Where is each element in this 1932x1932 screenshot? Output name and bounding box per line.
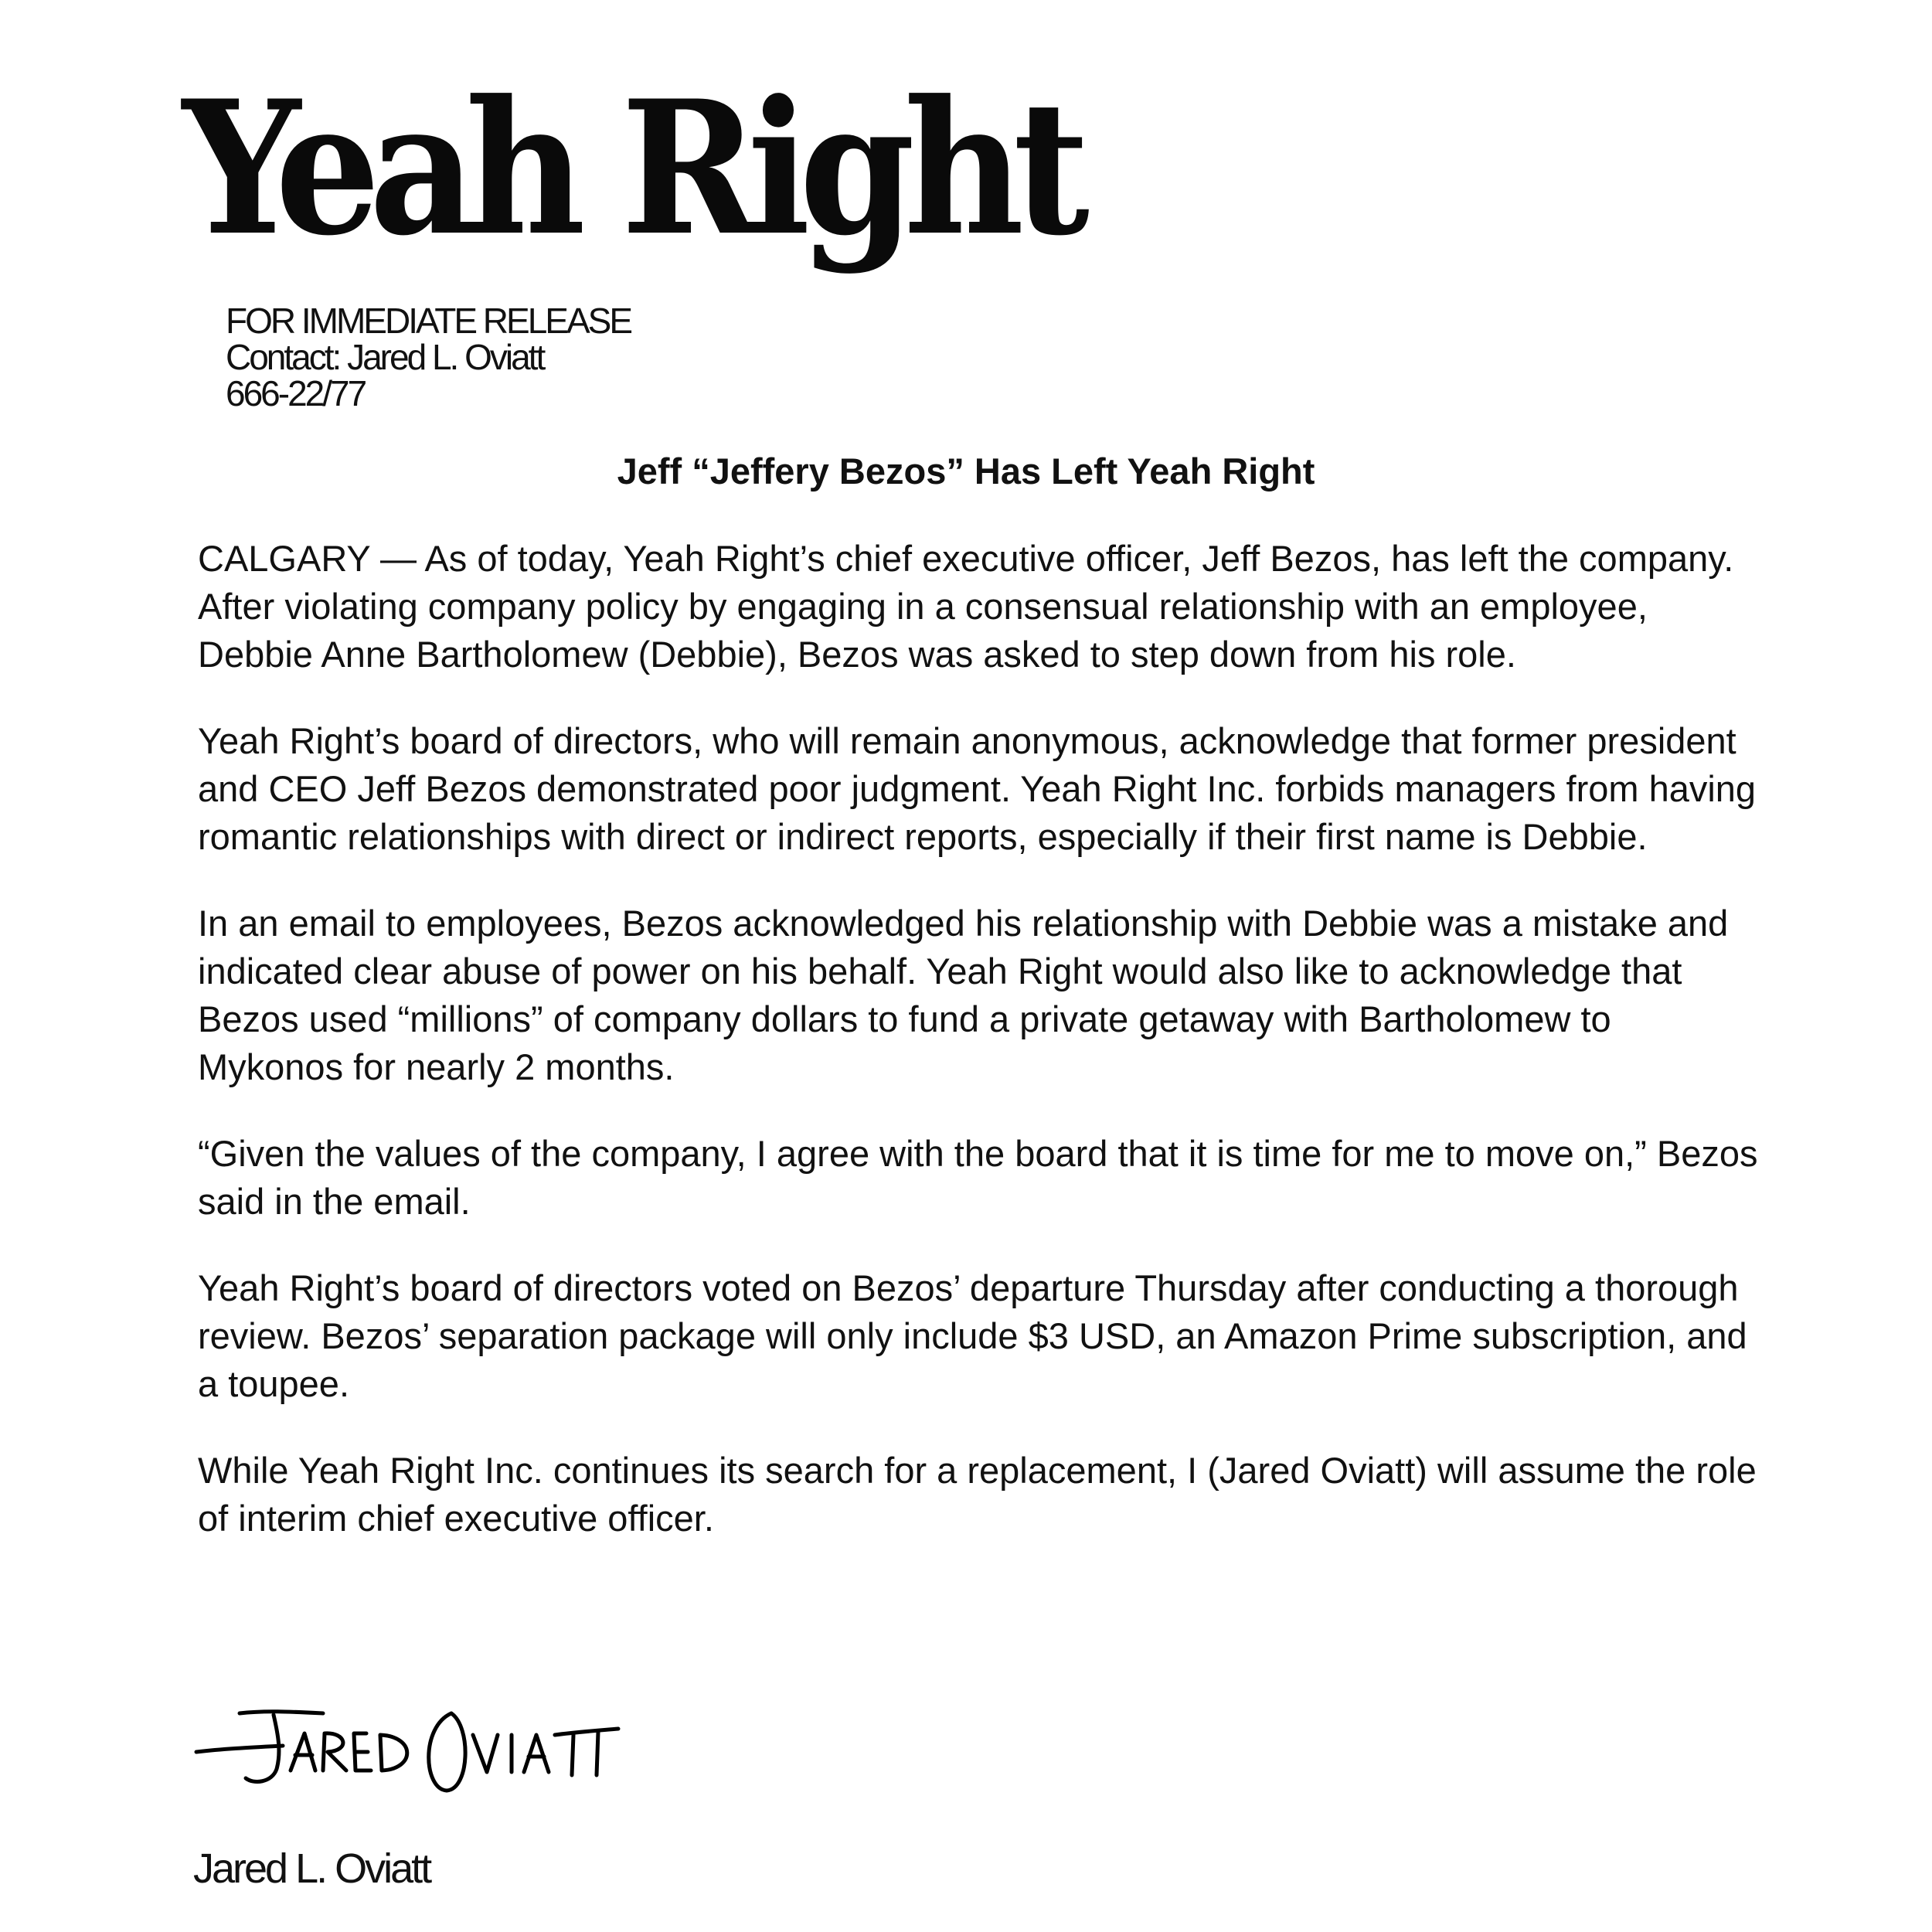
paragraph: “Given the values of the company, I agree with the board that it is time for me to move on,” Bezos said in the email.	[198, 1133, 1758, 1222]
handwritten-signature	[192, 1704, 624, 1797]
paragraph: Yeah Right’s board of directors, who will remain anonymous, acknowledge that former president and CEO Jeff Bezos demonstrated poor judgment. Yeah Right Inc. forbids managers from having romantic relationships with direct or indirect reports, especially if their first name is Debbie.	[198, 720, 1757, 857]
article-body	[198, 535, 1759, 1581]
release-label: FOR IMMEDIATE RELEASE	[226, 301, 631, 341]
masthead	[182, 61, 1079, 413]
paragraph: Yeah Right’s board of directors voted on Bezos’ departure Thursday after conducting a thorough review. Bezos’ separation package will only include $3 USD, an Amazon Prime subscription, and a toupee.	[198, 1267, 1747, 1404]
paragraph: While Yeah Right Inc. continues its search for a replacement, I (Jared Oviatt) will assume the role of interim chief executive officer.	[198, 1450, 1757, 1539]
headline: Jeff “Jeffery Bezos” Has Left Yeah Right	[617, 451, 1315, 492]
paragraph: CALGARY — As of today, Yeah Right’s chief executive officer, Jeff Bezos, has left the company. After violating company policy by engaging in a consensual relationship with an employee, Debbie Anne Bartholomew (Debbie), Bezos was asked to step down from his role.	[198, 538, 1734, 675]
signer-name: Jared L. Oviatt	[193, 1845, 430, 1892]
contact-line: Contact: Jared L. Oviatt	[226, 337, 544, 377]
logo: Yeah Right	[182, 61, 1079, 277]
release-info	[226, 303, 631, 412]
paragraph: In an email to employees, Bezos acknowledged his relationship with Debbie was a mistake and indicated clear abuse of power on his behalf. Yeah Right would also like to acknowledge that Bezos used “millions” of company dollars to fund a private getaway with Bartholomew to Mykonos for nearly 2 months.	[198, 903, 1729, 1087]
contact-phone: 666-22/77	[226, 373, 366, 413]
